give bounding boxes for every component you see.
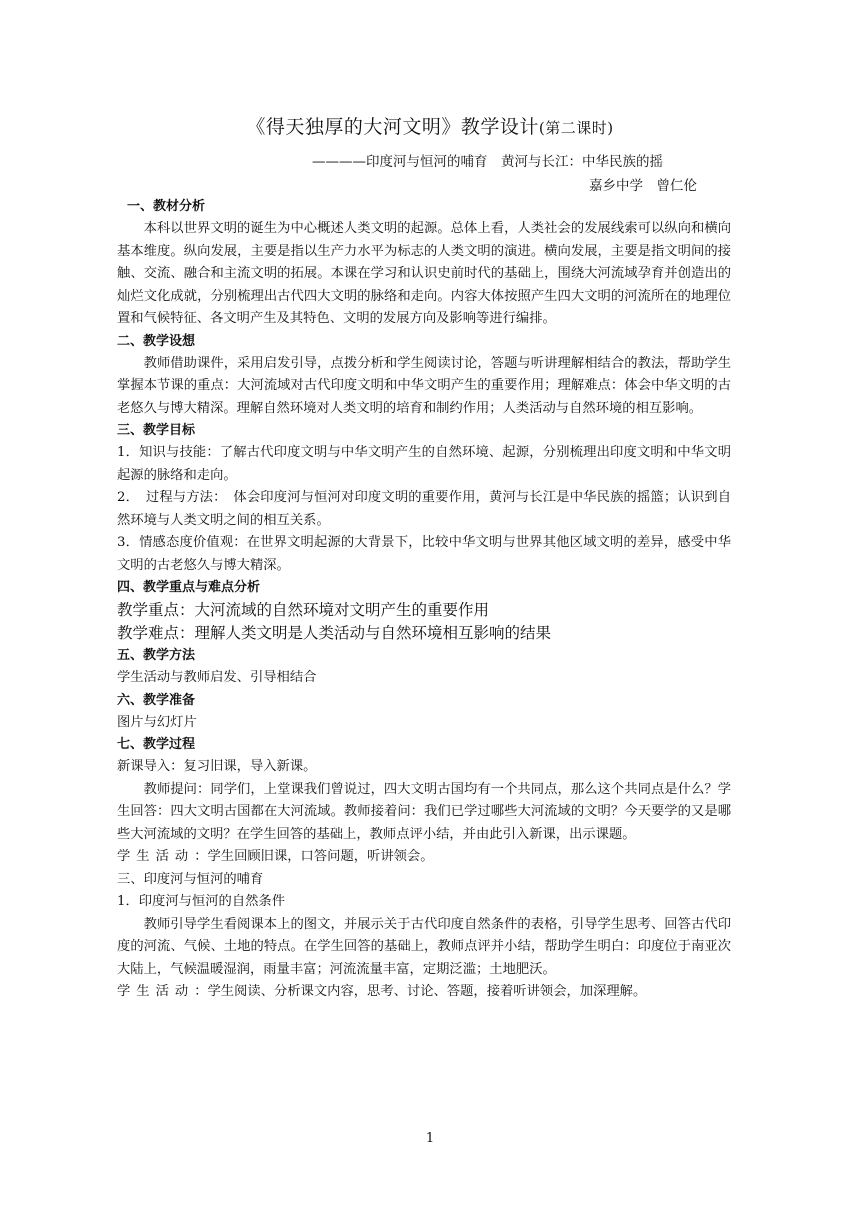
section-heading-6: 六、教学准备 [117, 692, 196, 708]
activity-text: ：学生阅读、分析课文内容，思考、讨论、答题，接着听讲领会，加深理解。 [194, 984, 647, 999]
objective-item: 2． 过程与方法： 体会印度河与恒河对印度文明的重要作用，黄河与长江是中华民族的摇篮；认识到自然环境与人类文明之间的相互关系。 [117, 490, 731, 528]
section-text-5: 学生活动与教师启发、引导相结合 [117, 670, 317, 685]
subsection-heading: 三、印度河与恒河的哺育 [117, 871, 264, 887]
document-body [117, 196, 731, 1004]
student-activity-2 [117, 981, 731, 1004]
section-text-2: 教师借助课件，采用启发引导，点拨分析和学生阅读讨论，答题与听讲理解相结合的教法，帮助学生掌握本节课的重点：大河流域对古代印度文明和中华文明产生的重要作用；理解难点：体会中华文明的古老悠久与博大精深。理解自然环境对人类文明的培育和制约作用；人类活动与自然环境的相互影响。 [117, 355, 731, 416]
document-title [0, 112, 860, 139]
activity-label: 学生活动 [117, 984, 195, 999]
section-heading-1: 一、教材分析 [127, 199, 206, 214]
document-author: 嘉乡中学 曾仁伦 [589, 178, 697, 194]
difficult-point: 教学难点：理解人类文明是人类活动与自然环境相互影响的结果 [117, 624, 552, 642]
section-heading-2: 二、教学设想 [117, 333, 196, 349]
activity-text: ：学生回顾旧课，口答问题，听讲领会。 [194, 849, 434, 864]
section-heading-5: 五、教学方法 [117, 648, 196, 663]
title-main: 《得天独厚的大河文明》教学设计 [246, 116, 539, 138]
lesson-paragraph-2: 教师引导学生看阅课本上的图文，并展示关于古代印度自然条件的表格，引导学生思考、回答古代印度的河流、气候、土地的特点。在学生回答的基础上，教师点评并小结，帮助学生明白：印度位于南亚次大陆上，气候温暖湿润，雨量丰富；河流流量丰富，定期泛滥；土地肥沃。 [117, 916, 731, 977]
lesson-intro: 新课导入：复习旧课，导入新课。 [117, 759, 317, 774]
student-activity-1 [117, 846, 731, 869]
page-number: 1 [425, 1131, 435, 1146]
title-note: (第二课时) [538, 119, 614, 137]
document-subtitle: ————印度河与恒河的哺育 黄河与长江：中华民族的摇 [312, 154, 663, 170]
objective-item: 3．情感态度价值观：在世界文明起源的大背景下，比较中华文明与世界其他区域文明的差异，感受中华文明的古老悠久与博大精深。 [117, 535, 731, 573]
section-heading-3: 三、教学目标 [117, 423, 196, 438]
section-text-1: 本科以世界文明的诞生为中心概述人类文明的起源。总体上看，人类社会的发展线索可以纵向和横向基本维度。纵向发展，主要是指以生产力水平为标志的人类文明的演进。横向发展，主要是指文明间的接触、交流、融合和主流文明的拓展。本课在学习和认识史前时代的基础上，围绕大河流域孕育并创造出的灿烂文化成就，分别梳理出古代四大文明的脉络和走向。内容大体按照产生四大文明的河流所在的地理位置和气候特征、各文明产生及其特色、文明的发展方向及影响等进行编排。 [117, 221, 731, 326]
section-heading-7: 七、教学过程 [117, 737, 196, 752]
subsection-point-1: 1．印度河与恒河的自然条件 [117, 894, 286, 909]
section-text-6: 图片与幻灯片 [117, 714, 197, 730]
key-point: 教学重点：大河流域的自然环境对文明产生的重要作用 [117, 601, 490, 619]
lesson-paragraph-1: 教师提问：同学们，上堂课我们曾说过，四大文明古国均有一个共同点，那么这个共同点是什么？学生回答：四大文明古国都在大河流域。教师接着问：我们已学过哪些大河流域的文明？今天要学的又是哪些大河流域的文明？在学生回答的基础上，教师点评小结，并由此引入新课，出示课题。 [117, 781, 731, 842]
activity-label: 学生活动 [117, 849, 195, 864]
objective-item: 1．知识与技能：了解古代印度文明与中华文明产生的自然环境、起源，分别梳理出印度文明和中华文明起源的脉络和走向。 [117, 445, 731, 483]
section-heading-4: 四、教学重点与难点分析 [117, 580, 261, 595]
